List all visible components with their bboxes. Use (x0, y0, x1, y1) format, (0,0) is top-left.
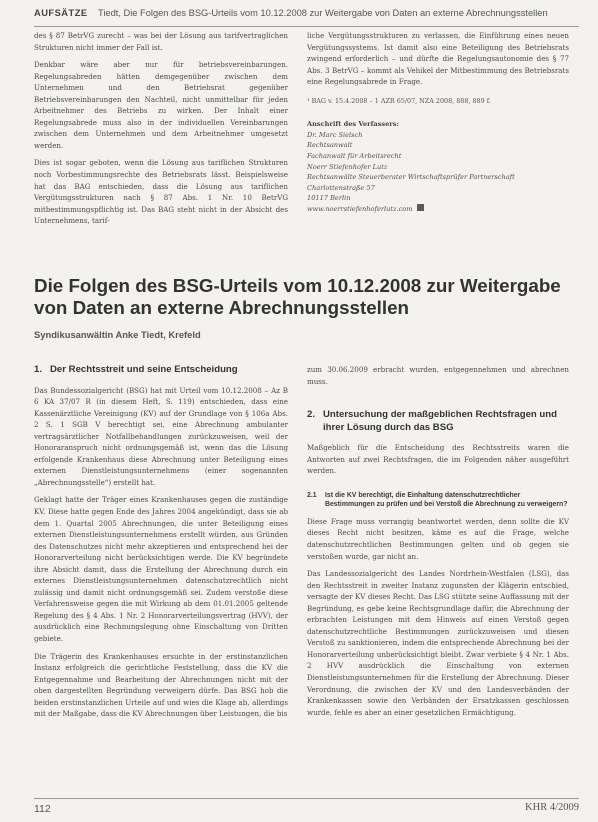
journal-issue: KHR 4/2009 (525, 802, 579, 813)
section-label: AUFSÄTZE (34, 8, 88, 18)
subsection-number: 2.1 (307, 491, 317, 499)
address-line: Charlottenstraße 57 (307, 183, 375, 192)
address-line: Rechtsanwalt (307, 141, 353, 150)
running-title: Tiedt, Die Folgen des BSG-Urteils vom 10.12.2008 zur Weitergabe von Daten an externe Abrechnungsstellen (98, 8, 548, 18)
section-heading-2 (307, 409, 569, 434)
author-address (307, 119, 569, 214)
address-line: Noerr Stiefenhofer Lutz (307, 162, 388, 171)
article-title: Die Folgen des BSG-Urteils vom 10.12.2008 zur Weitergabe von Daten an externe Abrechnungsstellen (34, 275, 561, 318)
address-line: 10117 Berlin (307, 194, 351, 203)
article-author: Syndikusanwältin Anke Tiedt, Krefeld (34, 329, 201, 340)
paragraph: Die Trägerin des Krankenhauses ersuchte in der erstinstanzlichen Instanz erfolgreich die gerichtliche Feststellung, dass die KV die Entgegennahme und Bearbeitung der Abrechnungen nicht mit der oben dargestellten Begründung verweigern dürfe. Das BSG hob die beiden erstinstanzlichen Urteile auf und wies die Klage ab, allerdings mit der Maßgabe, dass die KV Abrechnungen über Leistungen, die bis (34, 651, 288, 719)
article-left-column (34, 364, 288, 720)
end-of-article-square-icon (417, 204, 424, 211)
address-line (307, 204, 569, 215)
paragraph: des § 87 BetrVG zurecht – was bei der Lösung aus tarifvertraglichen Strukturen nicht immer der Fall ist. (34, 31, 288, 52)
section-heading-1 (34, 364, 288, 377)
section-number: 1. (34, 364, 43, 375)
paragraph: Maßgeblich für die Entscheidung des Rechtsstreits waren die Antworten auf zwei Rechtsfragen, die im Folgenden näher ausgeführt werden. (307, 443, 569, 476)
section-heading-text: Untersuchung der maßgeblichen Rechtsfragen und ihrer Lösung durch das BSG (323, 409, 558, 433)
previous-article-right-column (307, 30, 569, 215)
paragraph: Das Landessozialgericht des Landes Nordrhein-Westfalen (LSG), das den Rechtsstreit in zweiter Instanz zugunsten der Klägerin entschied, versagte der KV dieses Recht. Das LSG stützte seine Auffassung mit der Begründung, es gebe keine Rechtsgrundlage dafür, die Abrechnung der erbrachten Leistungen mit dem Hinweis auf einen Verstoß gegen datenschutzrechtliche Bestimmungen zurückzuweisen und diesen Verstoß zu sanktionieren, indem die entsprechende Abrechnung bei der Honorarverteilung unberücksichtigt bleibt. Zwar verbiete § 4 Nr. 1 Abs. 2 HVV ausdrücklich die Einschaltung von externen Dienstleistungsunternehmen für die Erstellung der Abrechnung. Dieser Verordnung, die zwischen der KV und den Landesverbänden der Krankenkassen sowie den Verbänden der Ersatzkassen geschlossen wurde, fehle es aber an einer gesetzlichen Ermächtigung. (307, 569, 569, 717)
paragraph: Das Bundessozialgericht (BSG) hat mit Urteil vom 10.12.2008 – Az B 6 KA 37/07 R (in diesem Heft, S. 119) entschieden, dass eine Kassenärztliche Vereinigung (KV) auf der Grundlage von § 106a Abs. 2 S. 1 SGB V berechtigt sei, eine Abrechnung ambulanter vertragsärztlicher Notfallbehandlungen zurückzuweisen, weil der Honoraranspruch nicht ordnungsgemäß ist, wenn das die Lösung erfolgende Krankenhaus diese Abrechnung unter Beteiligung eines externen Dienstleistungsunternehmens (einer sogenannten „Abrechnungsstelle“) erstellt hat. (34, 385, 288, 487)
paragraph: Dies ist sogar geboten, wenn die Lösung aus tariflichen Strukturen noch Vorbestimmungsrechte des Betriebsrats lässt. Beispielsweise hat das BAG entschieden, dass die Lösung aus tariflichen Vergütungsstrukturen nach § 87 Abs. 1 Nr. 10 BetrVG mitbestimmungspflichtig ist. Das BAG steht nicht in der Absicht des Unternehmens, tarif- (34, 158, 288, 226)
subsection-heading-text: Ist die KV berechtigt, die Einhaltung datenschutzrechtlicher Bestimmungen zu prüfen und bei Verstoß die Abrechnung zu verweigern? (325, 491, 568, 509)
paragraph: Diese Frage muss vorrangig beantwortet werden, denn sollte die KV dieses Recht nicht besitzen, käme es auf die Frage, welche datenschutzrechtlichen Bestimmungen gelten und ob gegen sie verstoßen wurde, gar nicht an. (307, 516, 569, 561)
subsection-heading (307, 491, 569, 510)
section-heading-text: Der Rechtsstreit und seine Entscheidung (50, 364, 238, 375)
paragraph: liche Vergütungsstrukturen zu verlassen, die Einführung eines neuen Vergütungssystems. Ist damit also eine Beteiligung des Betriebsrats zwingend erforderlich – und dürfte die Regelungsautonomie des § 77 Abs. 3 BetrVG – kommt als Vehikel der Mitbestimmung des Betriebsrats eine Regelungsabrede in Frage. (307, 31, 569, 87)
paragraph: Denkbar wäre aber nur für betriebsvereinbarungen. Regelungsabreden hätten demgegenüber zwischen dem Unternehmen und den Betriebsrat gegenüber Betriebsvereinbarungen den Nachteil, nicht unmittelbar für jeden Arbeitnehmer des Betriebs zu wirken. Der Inhalt einer Regelungsabrede muss also in der individuellen Vereinbarungen zwischen dem Unternehmen und dem Arbeitnehmer umgesetzt werden. (34, 60, 288, 150)
address-line: Fachanwalt für Arbeitsrecht (307, 152, 402, 161)
article-right-column (307, 364, 569, 718)
paragraph: Geklagt hatte der Träger eines Krankenhauses gegen die zuständige KV. Diese hatte gegen Ende des Jahres 2004 angekündigt, dass sie ab dem 1. Quartal 2005 Abrechnungen, die unter Beteiligung eines externen Dienstleistungsunternehmens erstellt würden, aus Gründen des Datenschutzes nicht mehr akzeptieren und entsprechend bei der Honorarverteilung nicht berücksichtigen werde. Die KV begründete ihre Absicht damit, dass die Erstellung der Abrechnung durch ein externes Dienstleistungsunternehmen datenschutzrechtlich nicht zulässig und damit nicht ordnungsgemäß sei. Zudem verstoße diese Verfahrensweise gegen die mit Wirkung ab dem 01.01.2005 geltende Regelung des § 4 Abs. 1 Nr. 2 Honorarverteilungsvertrag (HVV), der ausdrücklich eine Rechnungslegung ohne Einschaltung von Dritten gebiete. (34, 495, 288, 643)
address-line: Dr. Marc Sielsch (307, 130, 363, 139)
address-web: www.noerrstiefenhoferlutz.com (307, 205, 413, 214)
running-header (34, 8, 579, 27)
previous-article-left-column (34, 30, 288, 227)
page-number: 112 (34, 803, 51, 815)
footnote-reference: ¹ BAG v. 15.4.2008 – 1 AZR 65/07, NZA 2008, 888, 889 f. (307, 96, 491, 105)
page-footer (34, 798, 579, 819)
paragraph: zum 30.06.2009 erbracht wurden, entgegennehmen und abrechnen muss. (307, 365, 569, 386)
section-number: 2. (307, 409, 316, 421)
address-heading: Anschrift des Verfassers: (307, 120, 399, 129)
address-line: Rechtsanwälte Steuerberater Wirtschaftsprüfer Partnerschaft (307, 173, 515, 182)
